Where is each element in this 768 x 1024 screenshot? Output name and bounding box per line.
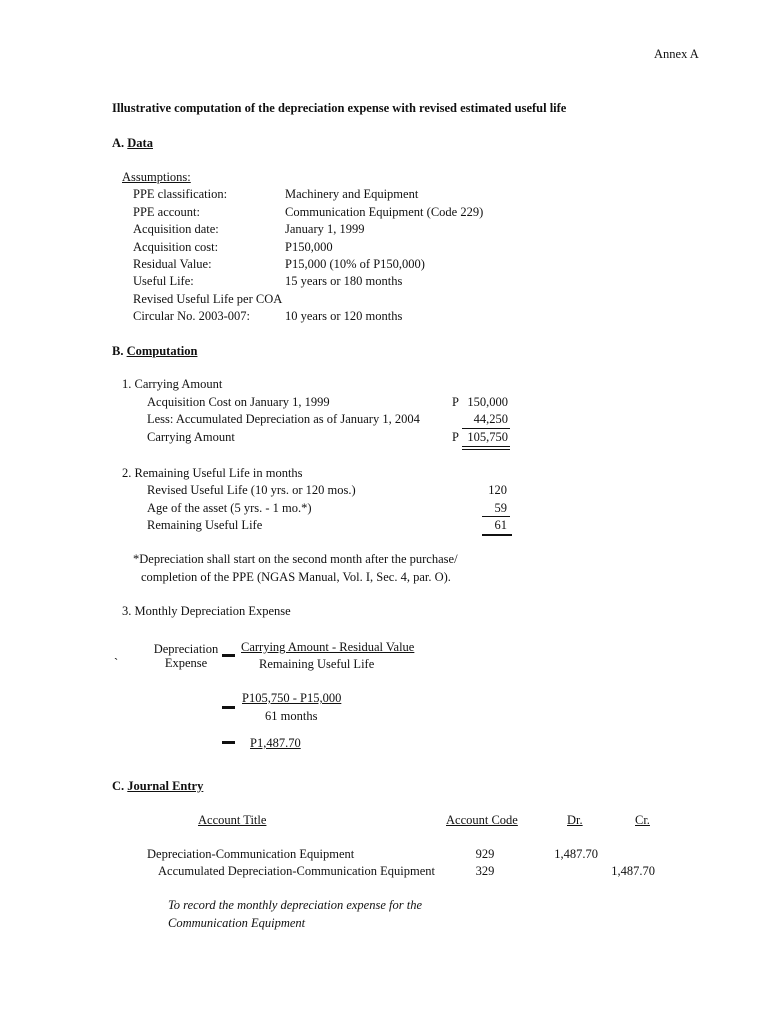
col-header-account-code: Account Code <box>446 813 518 827</box>
formula-denominator: Remaining Useful Life <box>259 657 375 671</box>
remaining-row-label: Remaining Useful Life <box>147 518 263 532</box>
section-a-letter: A. <box>112 136 125 150</box>
section-b-heading <box>112 345 197 358</box>
journal-memo: To record the monthly depreciation expense for the <box>168 898 422 912</box>
assumption-label: PPE account: <box>133 205 201 219</box>
annex-label: Annex A <box>654 47 699 61</box>
remaining-row-label: Revised Useful Life (10 yrs. or 120 mos.) <box>147 483 356 497</box>
journal-row-title: Depreciation-Communication Equipment <box>147 847 355 861</box>
total-double-rule-bottom <box>462 449 510 450</box>
assumption-value: 15 years or 180 months <box>285 274 403 288</box>
remaining-row-value: 120 <box>488 483 507 497</box>
subtotal-rule <box>462 428 510 429</box>
remaining-row-label: Age of the asset (5 yrs. - 1 mo.*) <box>147 501 312 515</box>
assumption-label: PPE classification: <box>133 187 228 201</box>
footnote-line: completion of the PPE (NGAS Manual, Vol. I, Sec. 4, par. O). <box>141 570 451 584</box>
remaining-heading: 2. Remaining Useful Life in months <box>122 466 303 480</box>
carrying-heading: 1. Carrying Amount <box>122 377 223 391</box>
remaining-row-value: 59 <box>494 501 507 515</box>
substitution-denominator: 61 months <box>265 709 318 723</box>
assumption-label: Useful Life: <box>133 274 194 288</box>
carrying-row-label: Carrying Amount <box>147 430 235 444</box>
lhs-label: Depreciation <box>153 642 219 656</box>
monthly-heading: 3. Monthly Depreciation Expense <box>122 604 291 618</box>
result-value: P1,487.70 <box>250 736 301 750</box>
section-b-title: Computation <box>126 344 198 358</box>
journal-memo: Communication Equipment <box>168 916 306 930</box>
stray-mark: ` <box>114 656 119 670</box>
substitution-numerator: P105,750 - P15,000 <box>242 691 342 705</box>
journal-row-title: Accumulated Depreciation-Communication Equipment <box>158 864 436 878</box>
assumption-value: P15,000 (10% of P150,000) <box>285 257 425 271</box>
equals-dash <box>222 654 235 657</box>
footnote-line: *Depreciation shall start on the second month after the purchase/ <box>133 552 458 566</box>
col-header-dr: Dr. <box>567 813 583 827</box>
document-title: Illustrative computation of the depreciation expense with revised estimated useful life <box>112 101 567 115</box>
total-double-rule-top <box>462 446 510 447</box>
assumption-label: Acquisition cost: <box>133 240 219 254</box>
assumption-value: January 1, 1999 <box>285 222 365 236</box>
assumption-label: Circular No. 2003-007: <box>133 309 250 323</box>
journal-row-cr: 1,487.70 <box>611 864 655 878</box>
journal-row-dr: 1,487.70 <box>554 847 598 861</box>
section-b-letter: B. <box>112 344 124 358</box>
equals-dash <box>222 741 235 744</box>
section-c-letter: C. <box>112 779 125 793</box>
subtotal-rule <box>482 516 510 517</box>
col-header-account-title: Account Title <box>198 813 267 827</box>
section-a-heading <box>112 137 153 150</box>
assumptions-heading: Assumptions: <box>122 170 191 184</box>
assumption-value: Machinery and Equipment <box>285 187 419 201</box>
assumption-label: Residual Value: <box>133 257 212 271</box>
total-rule <box>482 534 512 536</box>
carrying-row-value: 44,250 <box>473 412 508 426</box>
assumption-label: Acquisition date: <box>133 222 219 236</box>
journal-row-code: 329 <box>475 864 495 878</box>
assumption-value: Communication Equipment (Code 229) <box>285 205 484 219</box>
section-c-heading <box>112 780 203 793</box>
carrying-row-value: 105,750 <box>467 430 508 444</box>
assumption-value: P150,000 <box>285 240 333 254</box>
col-header-cr: Cr. <box>635 813 650 827</box>
carrying-row-prefix: P <box>452 430 459 444</box>
carrying-row-value: 150,000 <box>467 395 508 409</box>
carrying-row-label: Less: Accumulated Depreciation as of January 1, 2004 <box>147 412 420 426</box>
carrying-row-prefix: P <box>452 395 459 409</box>
assumption-value: 10 years or 120 months <box>285 309 403 323</box>
remaining-row-value: 61 <box>494 518 507 532</box>
section-c-title: Journal Entry <box>127 779 204 793</box>
section-a-title: Data <box>127 136 153 150</box>
assumption-label: Revised Useful Life per COA <box>133 292 283 306</box>
carrying-row-label: Acquisition Cost on January 1, 1999 <box>147 395 330 409</box>
formula-numerator: Carrying Amount - Residual Value <box>241 640 415 654</box>
lhs-label: Expense <box>164 656 208 670</box>
journal-row-code: 929 <box>475 847 495 861</box>
equals-dash <box>222 706 235 709</box>
